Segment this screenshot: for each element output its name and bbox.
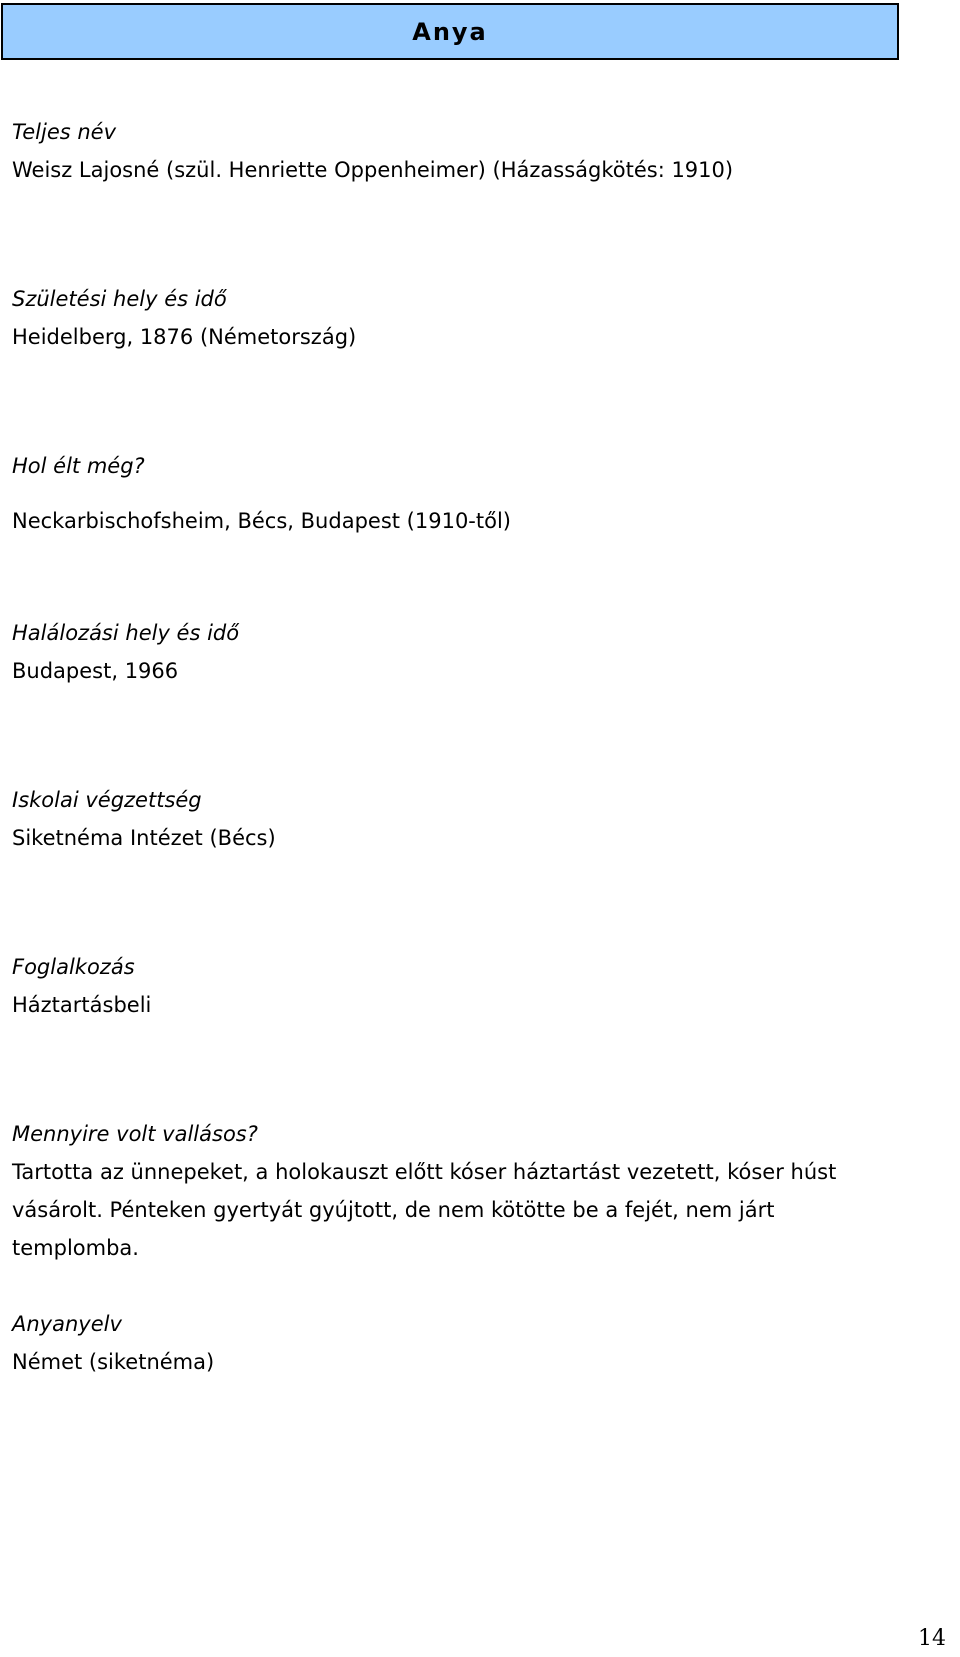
field-label: Anyanyelv [12, 1312, 122, 1336]
field-label: Foglalkozás [12, 955, 135, 979]
field-label: Teljes név [12, 120, 117, 144]
field-value: Tartotta az ünnepeket, a holokauszt előtt kóser háztartást vezetett, kóser húst vásárolt. Pénteken gyertyát gyújtott, de nem kötötte be a fejét, nem járt templomba. [12, 1160, 837, 1260]
field-full-name [12, 113, 892, 189]
field-birth-place-date [12, 280, 892, 356]
field-mother-tongue [12, 1305, 892, 1381]
field-label: Mennyire volt vallásos? [12, 1122, 258, 1146]
field-value: Háztartásbeli [12, 993, 152, 1017]
field-religiosity [12, 1115, 892, 1267]
section-title: Anya [412, 17, 488, 46]
field-value: Neckarbischofsheim, Bécs, Budapest (1910-től) [12, 509, 511, 533]
field-label: Halálozási hely és idő [12, 621, 240, 645]
field-label: Hol élt még? [12, 454, 145, 478]
field-value: Budapest, 1966 [12, 659, 179, 683]
field-education [12, 781, 892, 857]
section-header [1, 3, 899, 60]
field-value: Weisz Lajosné (szül. Henriette Oppenheimer) (Házasságkötés: 1910) [12, 158, 734, 182]
field-value: Siketnéma Intézet (Bécs) [12, 826, 276, 850]
page-number: 14 [918, 1626, 946, 1651]
field-death-place-date [12, 614, 892, 690]
field-value: Német (siketnéma) [12, 1350, 215, 1374]
field-value: Heidelberg, 1876 (Németország) [12, 325, 357, 349]
field-label: Iskolai végzettség [12, 788, 202, 812]
field-label: Születési hely és idő [12, 287, 227, 311]
field-occupation [12, 948, 892, 1024]
field-other-residences [12, 447, 892, 540]
